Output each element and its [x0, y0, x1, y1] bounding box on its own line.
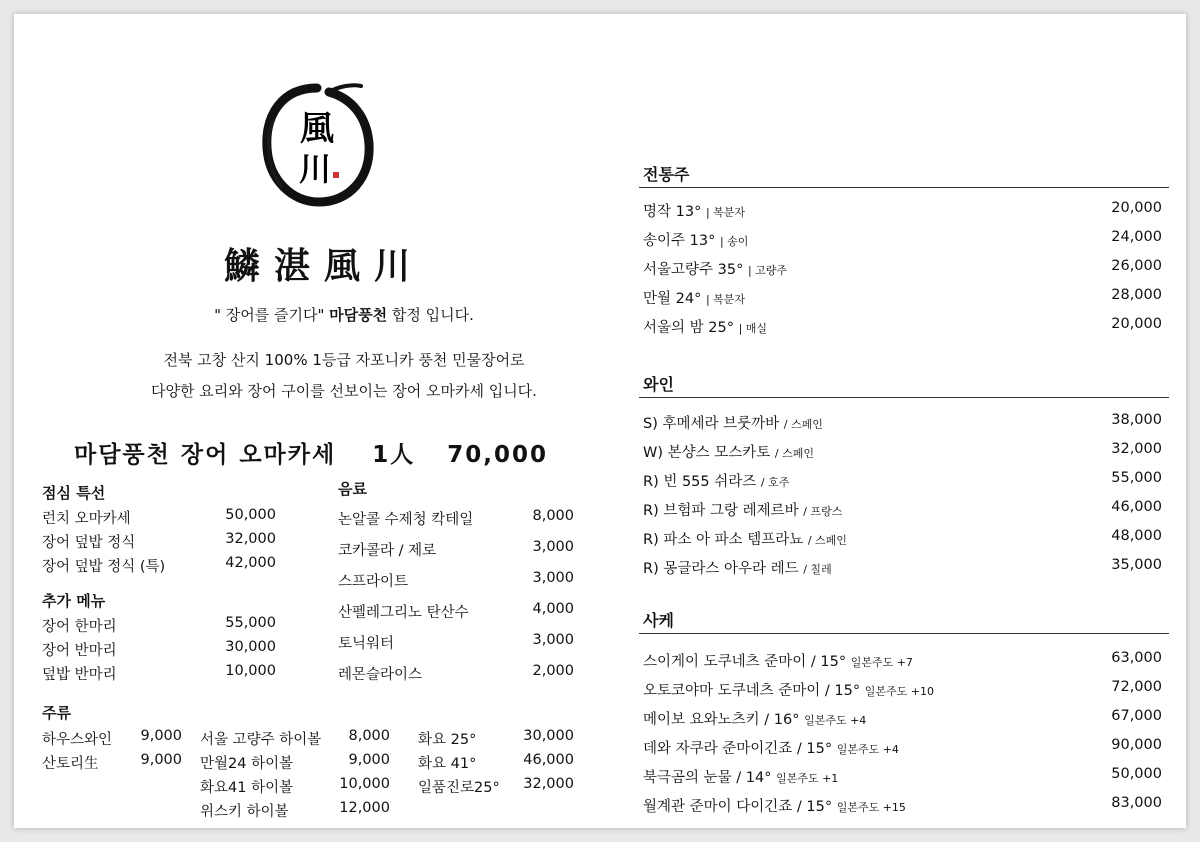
- menu-item: 북극곰의 눈물 / 14° 일본주도 +1: [643, 770, 839, 786]
- intro-line-1: [74, 304, 614, 325]
- menu-item: R) 파소 아 파소 템프라뇨 / 스페인: [643, 532, 847, 548]
- brand-logo: [257, 80, 377, 210]
- menu-item: R) 브험파 그랑 레제르바 / 프랑스: [643, 503, 843, 519]
- menu-item: 하우스와인: [42, 732, 113, 748]
- menu-price: 90,000: [1111, 737, 1162, 753]
- menu-price: 9,000: [140, 728, 182, 744]
- divider: [639, 187, 1169, 188]
- menu-price: 20,000: [1111, 200, 1162, 216]
- omakase-label: 마담풍천 장어 오마카세: [74, 442, 337, 468]
- menu-item: 장어 덮밥 정식: [42, 535, 136, 551]
- omakase-headline: [74, 436, 574, 469]
- ink-circle-logo: [257, 80, 377, 210]
- menu-price: 30,000: [523, 728, 574, 744]
- menu-item: 산토리生: [42, 756, 99, 772]
- menu-item: 덮밥 반마리: [42, 667, 117, 683]
- traditional-title: 전통주: [643, 165, 690, 184]
- menu-price: 10,000: [225, 663, 276, 679]
- menu-price: 50,000: [1111, 766, 1162, 782]
- menu-item: 위스키 하이볼: [200, 804, 289, 820]
- menu-price: 55,000: [1111, 470, 1162, 486]
- menu-price: 30,000: [225, 639, 276, 655]
- menu-item: S) 후메세라 브룻까바 / 스페인: [643, 416, 823, 432]
- intro-location: 합정 입니다.: [391, 306, 474, 324]
- menu-item: R) 몽글라스 아우라 레드 / 칠레: [643, 561, 832, 577]
- menu-price: 20,000: [1111, 316, 1162, 332]
- menu-price: 24,000: [1111, 229, 1162, 245]
- menu-price: 2,000: [532, 663, 574, 679]
- menu-item: 스프라이트: [338, 574, 409, 590]
- omakase-price: 70,000: [447, 442, 549, 468]
- menu-item: 만월 24° | 복분자: [643, 291, 746, 307]
- logo-char-1: 風: [300, 109, 334, 149]
- menu-price: 4,000: [532, 601, 574, 617]
- menu-item: W) 본샹스 모스카토 / 스페인: [643, 445, 814, 461]
- menu-item: 코카콜라 / 제로: [338, 543, 437, 559]
- menu-price: 55,000: [225, 615, 276, 631]
- menu-sheet: [14, 14, 1186, 828]
- menu-price: 3,000: [532, 632, 574, 648]
- extra-title: 추가 메뉴: [42, 592, 106, 610]
- menu-price: 32,000: [523, 776, 574, 792]
- menu-item: 화요41 하이볼: [200, 780, 294, 796]
- menu-price: 3,000: [532, 570, 574, 586]
- intro-brand: 마담풍천: [329, 306, 388, 324]
- menu-item: 토닉워터: [338, 636, 395, 652]
- menu-item: 장어 반마리: [42, 643, 117, 659]
- menu-item: 스이게이 도쿠네츠 준마이 / 15° 일본주도 +7: [643, 654, 913, 670]
- drinks-title: 음료: [338, 480, 367, 498]
- intro-line-2: 전북 고창 산지 100% 1등급 자포니카 풍천 민물장어로: [163, 351, 525, 369]
- menu-item: 런치 오마카세: [42, 511, 131, 527]
- menu-price: 10,000: [339, 776, 390, 792]
- menu-item: 서울고량주 35° | 고량주: [643, 262, 788, 278]
- menu-item: 논알콜 수제청 칵테일: [338, 512, 474, 528]
- menu-price: 8,000: [532, 508, 574, 524]
- menu-price: 3,000: [532, 539, 574, 555]
- sake-title: 사케: [643, 611, 674, 630]
- menu-item: 송이주 13° | 송이: [643, 233, 749, 249]
- lunch-title: 점심 특선: [42, 484, 106, 502]
- menu-item: 월계관 준마이 다이긴죠 / 15° 일본주도 +15: [643, 799, 906, 815]
- menu-price: 48,000: [1111, 528, 1162, 544]
- menu-price: 9,000: [140, 752, 182, 768]
- menu-item: R) 빈 555 쉬라즈 / 호주: [643, 474, 790, 490]
- menu-price: 42,000: [225, 555, 276, 571]
- menu-price: 63,000: [1111, 650, 1162, 666]
- menu-item: 일품진로25°: [418, 780, 500, 796]
- menu-price: 32,000: [1111, 441, 1162, 457]
- divider: [639, 397, 1169, 398]
- menu-item: 장어 한마리: [42, 619, 117, 635]
- omakase-people: 1人: [372, 442, 416, 468]
- menu-price: 46,000: [523, 752, 574, 768]
- menu-item: 메이보 요와노츠키 / 16° 일본주도 +4: [643, 712, 867, 728]
- menu-price: 67,000: [1111, 708, 1162, 724]
- menu-item: 만월24 하이볼: [200, 756, 294, 772]
- menu-item: 산펠레그리노 탄산수: [338, 605, 469, 621]
- menu-price: 8,000: [348, 728, 390, 744]
- menu-price: 46,000: [1111, 499, 1162, 515]
- menu-item: 데와 자쿠라 준마이긴죠 / 15° 일본주도 +4: [643, 741, 899, 757]
- liquor-title: 주류: [42, 704, 71, 722]
- menu-price: 38,000: [1111, 412, 1162, 428]
- intro-tagline: " 장어를 즐기다": [214, 306, 325, 324]
- menu-price: 35,000: [1111, 557, 1162, 573]
- intro-line-3: 다양한 요리와 장어 구이를 선보이는 장어 오마카세 입니다.: [151, 382, 537, 400]
- menu-item: 서울 고량주 하이볼: [200, 732, 322, 748]
- menu-price: 12,000: [339, 800, 390, 816]
- menu-price: 72,000: [1111, 679, 1162, 695]
- menu-item: 오토코야마 도쿠네츠 준마이 / 15° 일본주도 +10: [643, 683, 934, 699]
- menu-item: 장어 덮밥 정식 (특): [42, 559, 166, 575]
- menu-item: 서울의 밤 25° | 매실: [643, 320, 768, 336]
- menu-price: 83,000: [1111, 795, 1162, 811]
- menu-price: 32,000: [225, 531, 276, 547]
- menu-item: 명작 13° | 복분자: [643, 204, 746, 220]
- menu-price: 50,000: [225, 507, 276, 523]
- menu-price: 26,000: [1111, 258, 1162, 274]
- logo-char-2: 川: [298, 150, 332, 188]
- menu-price: 9,000: [348, 752, 390, 768]
- menu-item: 레몬슬라이스: [338, 667, 423, 683]
- menu-item: 화요 25°: [418, 732, 477, 748]
- brand-name: 鱗湛風川: [223, 245, 424, 287]
- divider: [639, 633, 1169, 634]
- wine-title: 와인: [643, 375, 674, 394]
- menu-price: 28,000: [1111, 287, 1162, 303]
- menu-item: 화요 41°: [418, 756, 477, 772]
